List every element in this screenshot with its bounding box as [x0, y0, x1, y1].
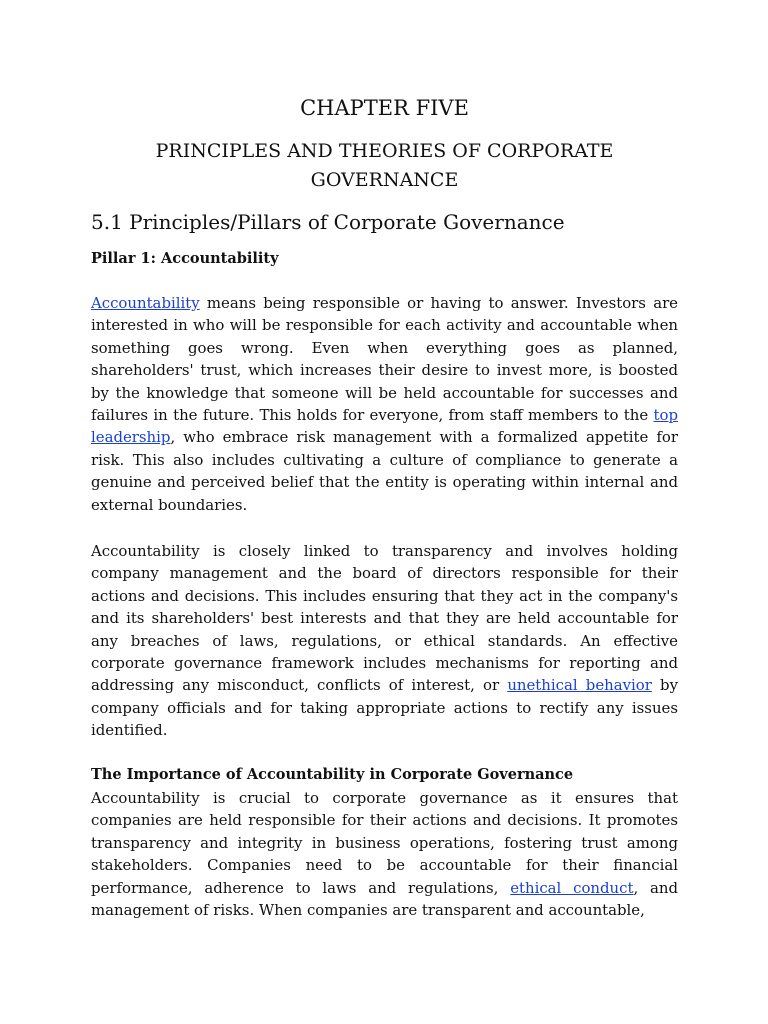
- paragraph-text: , and management of risks. When companies are transparent and accountable,: [91, 878, 679, 920]
- chapter-title: CHAPTER FIVE: [300, 96, 469, 120]
- pillar-heading: Pillar 1: Accountability: [91, 250, 279, 267]
- ethical-conduct-link[interactable]: ethical conduct: [510, 878, 634, 897]
- chapter-subtitle-line2: GOVERNANCE: [310, 169, 459, 191]
- paragraph-accountability-definition: [91, 292, 678, 516]
- paragraph-text: , who embrace risk management with a formalized appetite for risk. This also includes cultivating a culture of compliance to generate a genuine and perceived belief that the entity is operating within internal and external boundaries.: [91, 428, 678, 514]
- importance-heading: The Importance of Accountability in Corporate Governance: [91, 766, 574, 783]
- paragraph-text: by company officials and for taking appropriate actions to rectify any issues identified.: [91, 676, 678, 740]
- chapter-subtitle-line1: PRINCIPLES AND THEORIES OF CORPORATE: [155, 140, 614, 162]
- paragraph-importance: [91, 787, 678, 921]
- chapter-subtitle: [91, 137, 678, 195]
- top-leadership-link[interactable]: top leadership: [91, 406, 678, 447]
- section-heading: 5.1 Principles/Pillars of Corporate Governance: [91, 210, 565, 234]
- accountability-link[interactable]: Accountability: [91, 294, 200, 312]
- paragraph-text: means being responsible or having to answer. Investors are interested in who will be responsible for each activity and accountable when something goes wrong. Even when everything goes as planned, shareholders' trust, which increases their desire to invest more, is boosted by the knowledge that someone will be held accountable for successes and failures in the future. This holds for everyone, from staff members to the: [91, 294, 678, 425]
- paragraph-text: Accountability is closely linked to transparency and involves holding company management and the board of directors responsible for their actions and decisions. This includes ensuring that they act in the company's and its shareholders' best interests and that they are held accountable for any breaches of laws, regulations, or ethical standards. An effective corporate governance framework includes mechanisms for reporting and addressing any misconduct, conflicts of interest, or: [91, 542, 678, 695]
- paragraph-transparency: [91, 540, 678, 742]
- paragraph-text: Accountability is crucial to corporate governance as it ensures that companies are held responsible for their actions and decisions. It promotes transparency and integrity in business operations, fostering trust among stakeholders. Companies need to be accountable for their financial performance, adherence to laws and regulations,: [91, 789, 678, 897]
- unethical-behavior-link[interactable]: unethical behavior: [507, 676, 652, 695]
